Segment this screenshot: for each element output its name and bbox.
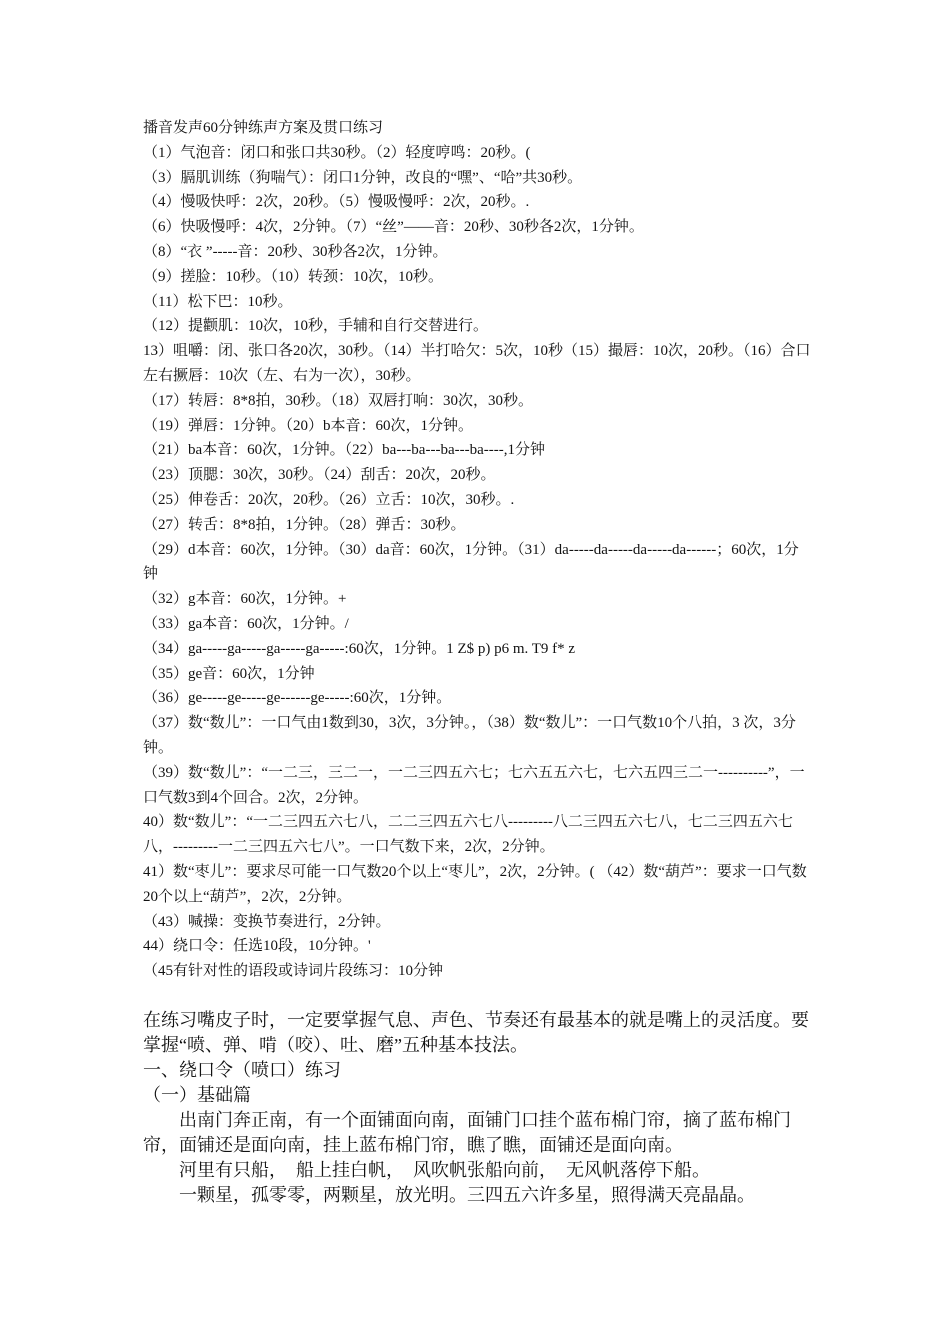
practice-item: （32）g本音：60次，1分钟。+ <box>143 591 347 608</box>
practice-item: 40）数“数儿”：“一二三四五六七八，二二三四五六七八---------八二三四五六七八，七二三四五六七八，---------一二三四五六七八”。一口气数下来，2次，2分钟。 <box>143 814 793 856</box>
practice-item: （4）慢吸快呼：2次，20秒。（5）慢吸慢呼：2次，20秒。. <box>143 194 530 211</box>
tongue-twister-section <box>143 1008 813 1208</box>
practice-item: 41）数“枣儿”：要求尽可能一口气数20个以上“枣儿”，2次，2分钟。( （42）数“葫芦”：要求一口气数20个以上“葫芦”，2次，2分钟。 <box>143 863 807 905</box>
subsection-heading: （一）基础篇 <box>143 1085 251 1105</box>
intro-paragraph: 在练习嘴皮子时，一定要掌握气息、声色、节奏还有最基本的就是嘴上的灵活度。要掌握“喷、弹、啃（咬）、吐、磨”五种基本技法。 <box>143 1010 809 1055</box>
practice-item: （29）d本音：60次，1分钟。（30）da音：60次，1分钟。（31）da-----da-----da-----da------；60次，1分钟 <box>143 541 799 583</box>
section-heading: 一、绕口令（喷口）练习 <box>143 1060 341 1080</box>
practice-item: （17）转唇：8*8拍，30秒。（18）双唇打响：30次，30秒。 <box>143 392 534 409</box>
practice-item: （45有针对性的语段或诗词片段练习：10分钟 <box>143 963 444 980</box>
practice-item: （34）ga-----ga-----ga-----ga-----:60次，1分钟。1 Z$ p) p6 m. T9 f* z <box>143 640 576 657</box>
practice-item: （11）松下巴：10秒。 <box>143 293 293 310</box>
practice-item: （12）提颧肌：10次，10秒，手辅和自行交替进行。 <box>143 318 489 335</box>
practice-item: 13）咀嚼：闭、张口各20次，30秒。（14）半打哈欠：5次，10秒（15）撮唇：10次，20秒。（16）合口左右撅唇：10次（左、右为一次），30秒。 <box>143 343 811 384</box>
practice-item: （39）数“数儿”：“一二三，三二一，一二三四五六七；七六五五六七，七六五四三二一----------”，一口气数3到4个回合。2次，2分钟。 <box>143 764 805 806</box>
tongue-twister-paragraph: 河里有只船， 船上挂白帆， 风吹帆张船向前， 无风帆落停下船。 <box>179 1160 710 1180</box>
practice-item: （33）ga本音：60次，1分钟。/ <box>143 615 349 632</box>
practice-item: （36）ge-----ge-----ge------ge-----:60次，1分钟。 <box>143 690 452 707</box>
practice-item: （21）ba本音：60次，1分钟。（22）ba---ba---ba---ba----,1分钟 <box>143 442 545 459</box>
practice-item: （35）ge音：60次，1分钟 <box>143 665 315 682</box>
tongue-twister-paragraph: 一颗星，孤零零，两颗星，放光明。三四五六许多星，照得满天亮晶晶。 <box>179 1185 755 1205</box>
practice-item: （23）顶腮：30次，30秒。（24）刮舌：20次，20秒。 <box>143 467 496 484</box>
practice-item: （8）“衣 ”-----音：20秒、30秒各2次，1分钟。 <box>143 243 448 260</box>
document-title: 播音发声60分钟练声方案及贯口练习 <box>143 120 384 136</box>
practice-item: （19）弹唇：1分钟。（20）b本音：60次，1分钟。 <box>143 417 474 434</box>
practice-plan <box>143 116 813 984</box>
practice-item: （43）喊操：变换节奏进行，2分钟。 <box>143 913 391 930</box>
practice-item: （3）膈肌训练（狗喘气）：闭口1分钟，改良的“嘿”、“哈”共30秒。 <box>143 169 583 186</box>
practice-item: （1）气泡音：闭口和张口共30秒。（2）轻度哼鸣：20秒。( <box>143 144 531 161</box>
practice-item: （37）数“数儿”：一口气由1数到30，3次，3分钟。，（38）数“数儿”：一口气数10个八拍，3 次，3分钟。 <box>143 715 796 756</box>
practice-item: 44）绕口令：任选10段，10分钟。' <box>143 938 371 955</box>
practice-item: （27）转舌：8*8拍，1分钟。（28）弹舌：30秒。 <box>143 516 466 533</box>
tongue-twister-paragraph: 出南门奔正南，有一个面铺面向南，面铺门口挂个蓝布棉门帘，摘了蓝布棉门帘，面铺还是面向南，挂上蓝布棉门帘，瞧了瞧，面铺还是面向南。 <box>143 1110 791 1155</box>
practice-item: （25）伸卷舌：20次，20秒。（26）立舌：10次，30秒。. <box>143 491 515 508</box>
practice-item: （6）快吸慢呼：4次，2分钟。（7）“丝”——音：20秒、30秒各2次，1分钟。 <box>143 219 644 236</box>
practice-item: （9）搓脸：10秒。（10）转颈：10次，10秒。 <box>143 268 444 285</box>
